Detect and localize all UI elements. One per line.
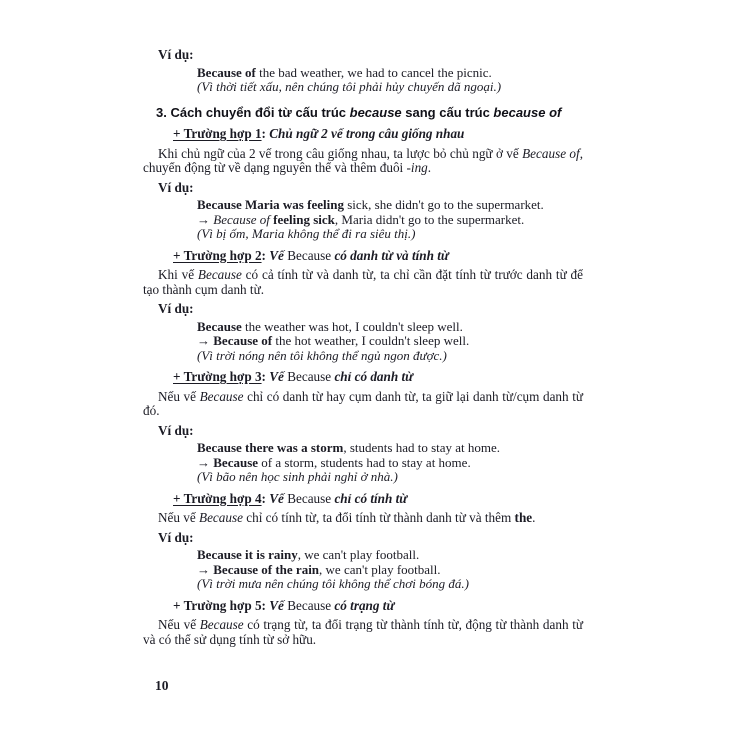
page-number: 10 — [155, 678, 169, 693]
text-run: Vế — [269, 597, 288, 613]
text-run: : — [261, 490, 270, 506]
text-run: (Vì trời mưa nên chúng tôi không thể chơi bóng đá.) — [197, 576, 469, 591]
text-run: Nếu vế — [158, 388, 200, 404]
text-run: Because — [199, 388, 244, 404]
text-run: Because Maria was feeling — [197, 197, 344, 212]
text-run: the weather was hot, I couldn't sleep well. — [241, 318, 463, 334]
example-label — [143, 48, 583, 63]
text-run: Ví dụ: — [158, 529, 194, 545]
text-run: → — [197, 333, 214, 348]
example-label — [143, 302, 583, 317]
text-run: chỉ có danh từ hay cụm danh từ, ta giữ lại danh từ/cụm danh từ đó. — [143, 388, 584, 418]
text-run: (Vì trời nóng nên tôi không thể ngủ ngon được.) — [197, 347, 447, 363]
case-heading — [143, 370, 583, 385]
text-run: , we can't play football. — [297, 547, 420, 562]
text-run: , we can't play football. — [319, 561, 441, 577]
text-run: Because of — [213, 333, 273, 348]
text-run: Because — [197, 267, 242, 282]
text-run: Because of — [197, 64, 256, 80]
text-run: có trạng từ, ta đổi trạng từ thành tính từ, động từ thành danh từ và có thể sử dụng tính từ sở hữu. — [143, 617, 584, 647]
example-sentence — [143, 198, 583, 213]
text-run: the — [514, 510, 533, 525]
text-run: because of — [493, 104, 562, 120]
text-run: Khi vế — [158, 267, 198, 282]
translation-line — [143, 349, 583, 364]
text-run: Nếu vế — [158, 510, 200, 525]
text-run: Because — [287, 247, 335, 263]
text-run: (Vì bão nên học sinh phải nghỉ ở nhà.) — [197, 469, 398, 484]
text-run: ing — [410, 160, 428, 175]
text-run: + Trường hợp 3 — [173, 369, 262, 384]
text-run: chỉ có tính từ — [334, 490, 408, 506]
text-run: Because — [213, 454, 259, 470]
text-run: → — [197, 211, 214, 227]
text-run: , students had to stay at home. — [343, 440, 501, 455]
example-sentence — [143, 213, 583, 228]
text-run: : — [261, 126, 270, 141]
text-run: Because — [287, 597, 335, 613]
text-run: , chuyển động từ về dạng nguyên thể và thêm đuôi - — [143, 145, 583, 175]
case-heading — [143, 492, 583, 507]
text-run: Because — [199, 617, 244, 632]
text-run: Ví dụ: — [158, 47, 194, 62]
example-sentence — [143, 548, 583, 563]
text-run: có trạng từ — [334, 597, 395, 613]
example-sentence — [143, 334, 583, 349]
example-sentence — [143, 66, 583, 81]
text-run: (Vì bị ốm, Maria không thể đi ra siêu thị.) — [197, 226, 416, 241]
text-run: (Vì thời tiết xấu, nên chúng tôi phải hủy chuyến dã ngoại.) — [197, 79, 502, 94]
body-paragraph — [143, 511, 583, 526]
text-run: Vế — [269, 490, 288, 506]
text-run: + Trường hợp 5: — [173, 597, 270, 613]
text-run: the hot weather, I couldn't sleep well. — [272, 333, 470, 348]
text-run: Because — [197, 318, 242, 334]
text-run: Because of the rain — [213, 561, 320, 577]
translation-line — [143, 470, 583, 485]
text-run: Nếu vế — [158, 617, 200, 632]
text-run: → — [197, 454, 214, 470]
text-run: Because there was a storm — [197, 440, 344, 455]
text-run: + Trường hợp 2 — [173, 247, 262, 263]
text-run: chỉ có tính từ, ta đổi tính từ thành danh từ và thêm — [242, 510, 515, 525]
text-run: Because of — [213, 211, 270, 227]
body-paragraph — [143, 268, 583, 297]
text-run: Because of — [522, 145, 580, 161]
section-heading — [143, 106, 583, 121]
text-run: sang cấu trúc — [401, 104, 494, 120]
text-run: Vế — [269, 369, 288, 384]
text-run: : — [261, 247, 270, 263]
text-run: → — [197, 561, 214, 577]
page-content — [143, 43, 583, 647]
text-run: có danh từ và tính từ — [334, 247, 449, 263]
text-run: có cả tính từ và danh từ, ta chỉ cần đặt tính từ trước danh từ để tạo thành cụm danh từ. — [143, 267, 583, 297]
text-run: chỉ có danh từ — [334, 369, 414, 384]
text-run: Ví dụ: — [158, 301, 194, 316]
text-run: feeling sick — [273, 211, 335, 227]
body-paragraph — [143, 390, 583, 419]
example-sentence — [143, 563, 583, 578]
text-run: : — [261, 369, 270, 384]
text-run: because — [349, 104, 402, 120]
text-run: Because — [287, 490, 335, 506]
example-label — [143, 424, 583, 439]
text-run: Chủ ngữ 2 vế trong câu giống nhau — [269, 126, 465, 141]
text-run: the bad weather, we had to cancel the picnic. — [255, 64, 492, 80]
example-label — [143, 181, 583, 196]
text-run: Because — [199, 510, 243, 525]
body-paragraph — [143, 618, 583, 647]
text-run: Because it is rainy — [197, 547, 298, 562]
text-run: of a storm, students had to stay at home. — [258, 454, 471, 470]
example-sentence — [143, 320, 583, 335]
text-run: Khi chủ ngữ của 2 vế trong câu giống nhau, ta lược bỏ chủ ngữ ở vế — [158, 145, 523, 161]
text-run: + Trường hợp 4 — [173, 490, 262, 506]
body-paragraph — [143, 147, 583, 176]
example-sentence — [143, 441, 583, 456]
text-run: 3. Cách chuyển đổi từ cấu trúc — [156, 104, 350, 120]
translation-line — [143, 80, 583, 95]
text-run: . — [532, 510, 536, 525]
case-heading — [143, 249, 583, 264]
text-run: Because — [287, 369, 335, 384]
text-run: Ví dụ: — [158, 179, 194, 195]
case-heading — [143, 127, 583, 142]
case-heading — [143, 599, 583, 614]
example-sentence — [143, 456, 583, 471]
example-label — [143, 531, 583, 546]
text-run: , Maria didn't go to the supermarket. — [334, 211, 525, 227]
translation-line — [143, 227, 583, 242]
text-run: . — [427, 160, 432, 175]
text-run: sick, she didn't go to the supermarket. — [343, 197, 544, 212]
text-run: + Trường hợp 1 — [173, 126, 262, 141]
translation-line — [143, 577, 583, 592]
text-run: Vế — [269, 247, 288, 263]
text-run: Ví dụ: — [158, 422, 194, 438]
